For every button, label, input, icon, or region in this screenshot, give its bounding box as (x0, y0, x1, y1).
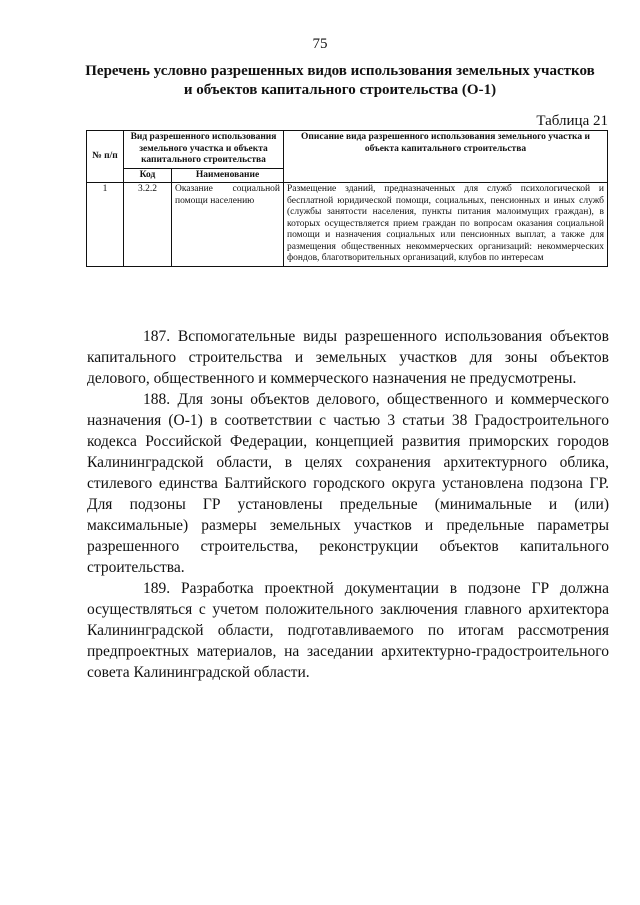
cell-num: 1 (87, 183, 124, 267)
header-kind: Вид разрешенного использования земельного участка и объекта капитального строительства (124, 131, 284, 169)
header-code: Код (124, 168, 172, 183)
header-num: № п/п (87, 131, 124, 183)
cell-code: 3.2.2 (124, 183, 172, 267)
page-title-line-2: и объектов капитального строительства (О-1) (183, 82, 497, 98)
land-use-table (86, 130, 608, 267)
cell-name: Оказание социальной помощи населению (172, 183, 284, 267)
table-caption: Таблица 21 (536, 113, 608, 129)
page-number: 75 (312, 36, 328, 52)
paragraph-188: 188. Для зоны объектов делового, общественного и коммерческого назначения (О-1) в соответствии с частью 3 статьи 38 Градостроительного кодекса Российской Федерации, концепцией развития приморских городов Калининградской области, в целях сохранения архитектурного облика, стилевого единства Балтийского городского округа установлена подзона ГР. Для подзоны ГР установлены предельные (минимальные и (или) максимальные) размеры земельных участков и предельные параметры разрешенного строительства, реконструкции объектов капитального строительства. (87, 391, 609, 576)
page-title-line-1: Перечень условно разрешенных видов использования земельных участков (85, 63, 595, 79)
table-row (87, 183, 608, 267)
table-header-row (87, 131, 608, 169)
page-title (60, 62, 620, 100)
header-description: Описание вида разрешенного использования земельного участка и объекта капитального строительства (284, 131, 608, 183)
cell-description: Размещение зданий, предназначенных для служб психологической и бесплатной юридической помощи, социальных, пенсионных и иных служб (службы занятости населения, пункты питания малоимущих граждан), в которых осуществляется прием граждан по вопросам оказания социальной помощи и назначения социальных или пенсионных выплат, а также для размещения общественных некоммерческих организаций: некоммерческих фондов, благотворительных организаций, клубов по интересам (284, 183, 608, 267)
paragraph-187: 187. Вспомогательные виды разрешенного использования объектов капитального строительства и земельных участков для зоны объектов делового, общественного и коммерческого назначения не предусмотрены. (87, 328, 609, 387)
paragraph-189: 189. Разработка проектной документации в подзоне ГР должна осуществляться с учетом положительного заключения главного архитектора Калининградской области, подготавливаемого по итогам рассмотрения предпроектных материалов, на заседании архитектурно-градостроительного совета Калининградской области. (87, 580, 609, 681)
header-name: Наименование (172, 168, 284, 183)
body-text (87, 326, 609, 683)
